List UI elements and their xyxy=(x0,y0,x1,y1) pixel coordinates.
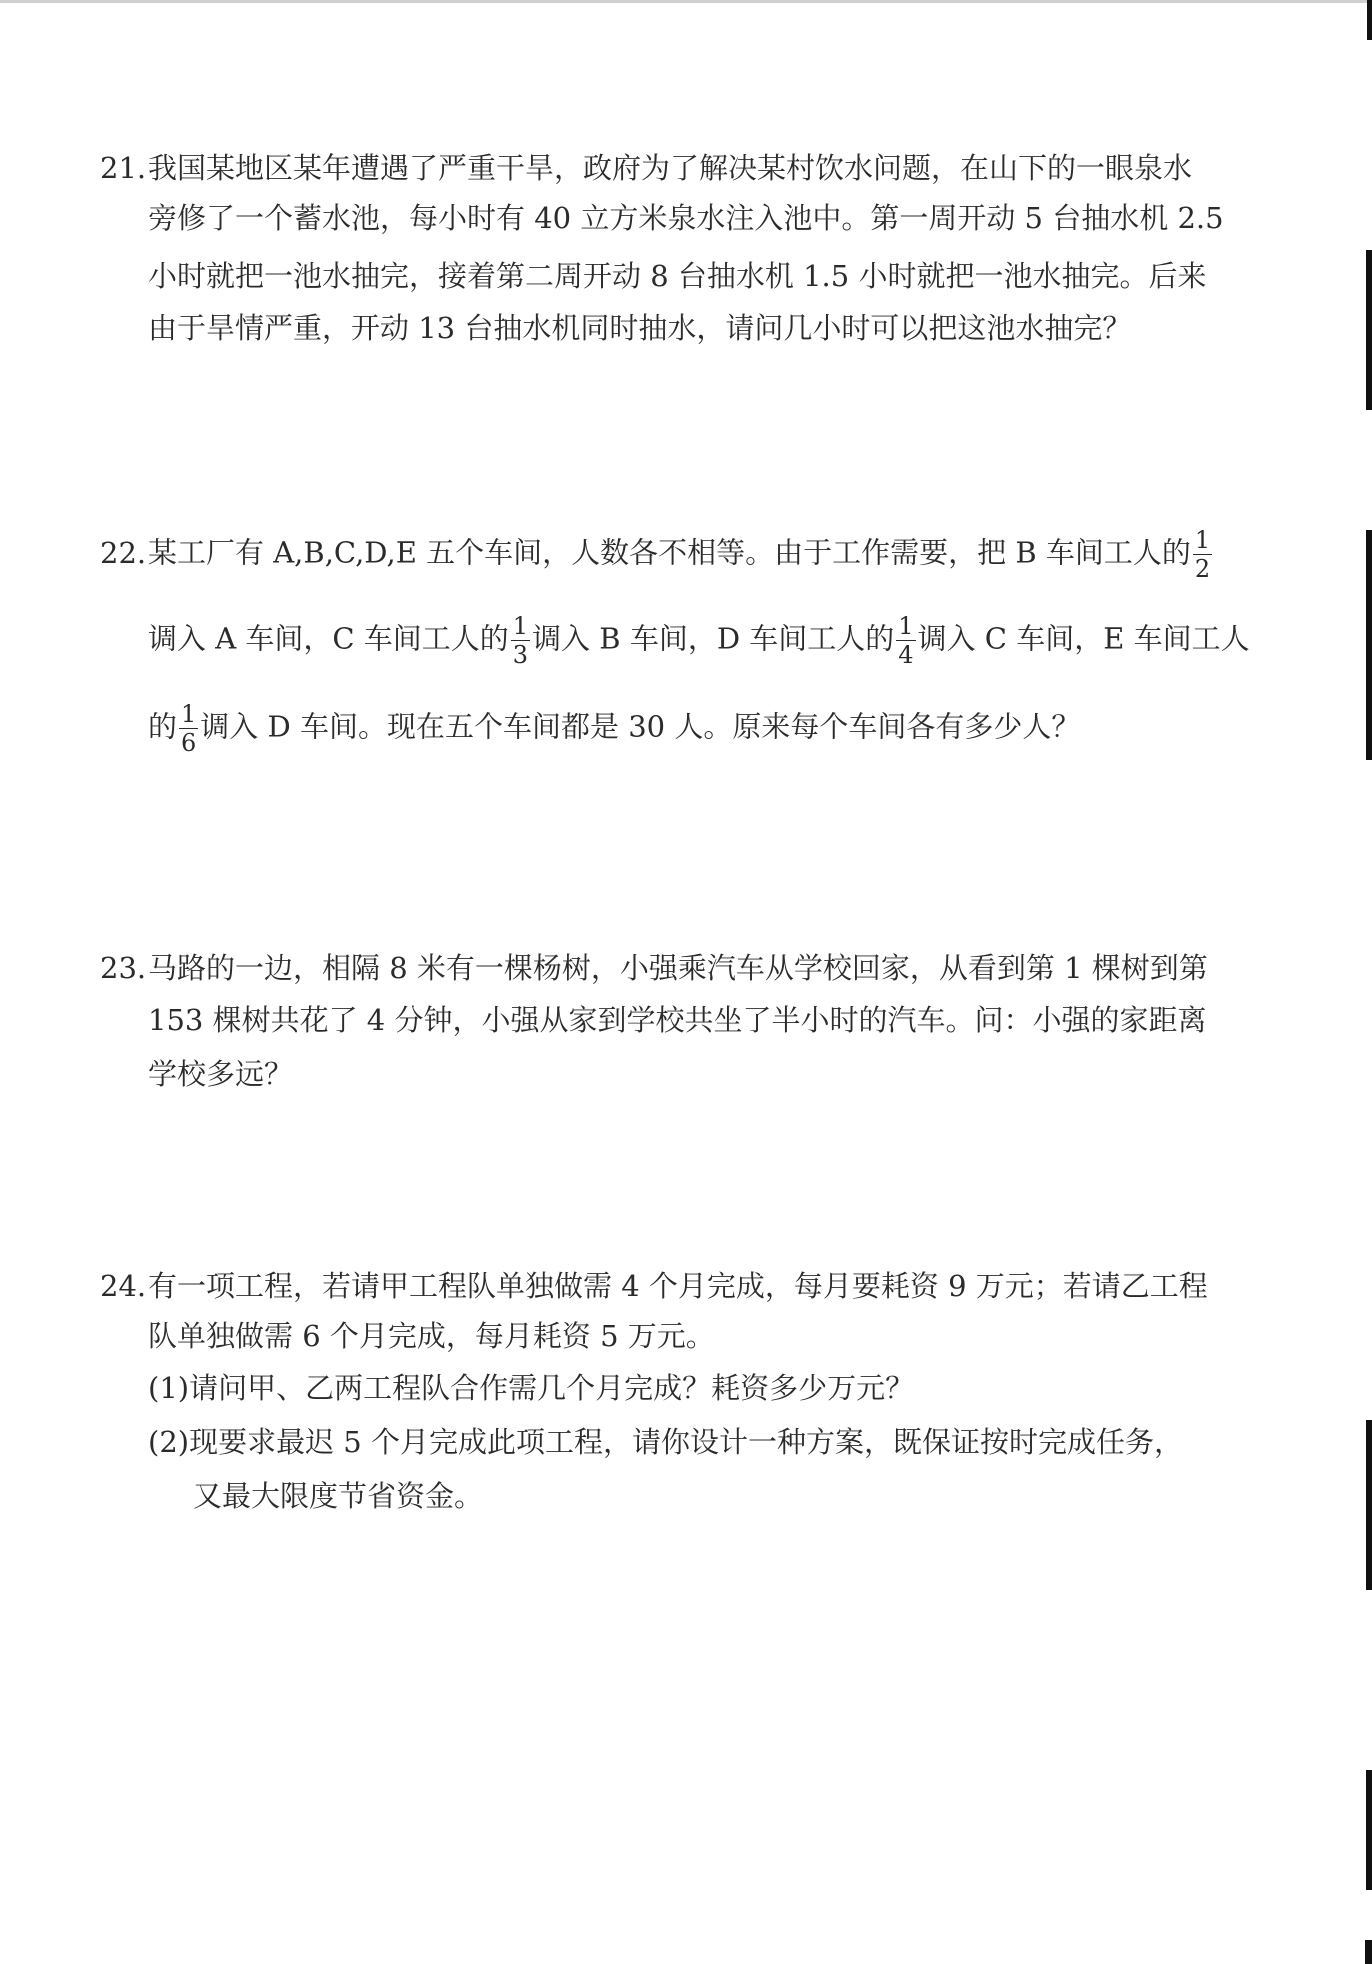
numerator: 1 xyxy=(512,612,529,640)
problem-22-line-2 xyxy=(148,614,1250,667)
problem-21-line-4: 由于旱情严重，开动 13 台抽水机同时抽水，请问几小时可以把这池水抽完？ xyxy=(148,311,1132,345)
problem-text: 某工厂有 A,B,C,D,E 五个车间，人数各不相等。由于工作需要，把 B 车间工人的 xyxy=(148,535,1191,570)
problem-23-line-3: 学校多远？ xyxy=(148,1057,294,1091)
scan-edge-mark xyxy=(1366,530,1372,760)
scan-top-border xyxy=(0,0,1372,3)
problem-number: 23. xyxy=(100,951,147,985)
fraction xyxy=(1193,528,1212,581)
denominator: 3 xyxy=(512,641,529,669)
fraction xyxy=(511,614,530,667)
problem-21-line-2: 旁修了一个蓄水池，每小时有 40 立方米泉水注入池中。第一周开动 5 台抽水机 2.5 xyxy=(148,201,1224,235)
problem-text: 有一项工程，若请甲工程队单独做需 4 个月完成，每月要耗资 9 万元；若请乙工程 xyxy=(148,1269,1208,1303)
problem-24-sub-question-1: (1)请问甲、乙两工程队合作需几个月完成？耗资多少万元？ xyxy=(148,1371,915,1405)
problem-text: 马路的一边，相隔 8 米有一棵杨树，小强乘汽车从学校回家，从看到第 1 棵树到第 xyxy=(148,951,1208,985)
problem-24-line-2: 队单独做需 6 个月完成，每月耗资 5 万元。 xyxy=(148,1319,715,1353)
problem-23-line-1 xyxy=(100,946,1208,987)
denominator: 2 xyxy=(1194,555,1211,583)
problem-number: 21. xyxy=(100,151,147,185)
problem-22-line-3 xyxy=(148,702,1080,755)
problem-22-line-1 xyxy=(100,528,1214,581)
problem-24-line-1 xyxy=(100,1264,1208,1305)
scan-edge-mark xyxy=(1366,1420,1372,1590)
problem-text: 我国某地区某年遭遇了严重干旱，政府为了解决某村饮水问题，在山下的一眼泉水 xyxy=(148,151,1193,185)
problem-text: 的 xyxy=(148,709,178,744)
problem-24-sub-question-2: (2)现要求最迟 5 个月完成此项工程，请你设计一种方案，既保证按时完成任务， xyxy=(148,1425,1183,1459)
denominator: 4 xyxy=(898,641,914,669)
problem-number: 24. xyxy=(100,1269,147,1303)
numerator: 1 xyxy=(1194,526,1211,554)
scan-edge-mark xyxy=(1366,250,1372,410)
problem-text: 调入 C 车间，E 车间工人 xyxy=(917,621,1250,656)
fraction xyxy=(179,702,198,755)
numerator: 1 xyxy=(181,700,197,728)
problem-24-sub-question-2-cont: 又最大限度节省资金。 xyxy=(193,1479,484,1513)
scan-edge-mark xyxy=(1367,0,1372,40)
problem-text: 调入 D 车间。现在五个车间都是 30 人。原来每个车间各有多少人？ xyxy=(200,709,1081,744)
scan-edge-mark xyxy=(1365,1940,1372,1964)
denominator: 6 xyxy=(181,729,197,757)
problem-number: 22. xyxy=(100,535,147,570)
problem-21-line-1 xyxy=(100,146,1192,187)
scan-edge-mark xyxy=(1366,1770,1372,1890)
fraction xyxy=(896,614,915,667)
numerator: 1 xyxy=(898,612,914,640)
problem-23-line-2: 153 棵树共花了 4 分钟，小强从家到学校共坐了半小时的汽车。问：小强的家距离 xyxy=(148,1003,1207,1037)
problem-text: 调入 B 车间，D 车间工人的 xyxy=(532,621,895,656)
problem-text: 调入 A 车间，C 车间工人的 xyxy=(148,621,509,656)
problem-21-line-3: 小时就把一池水抽完，接着第二周开动 8 台抽水机 1.5 小时就把一池水抽完。后来 xyxy=(148,259,1207,293)
